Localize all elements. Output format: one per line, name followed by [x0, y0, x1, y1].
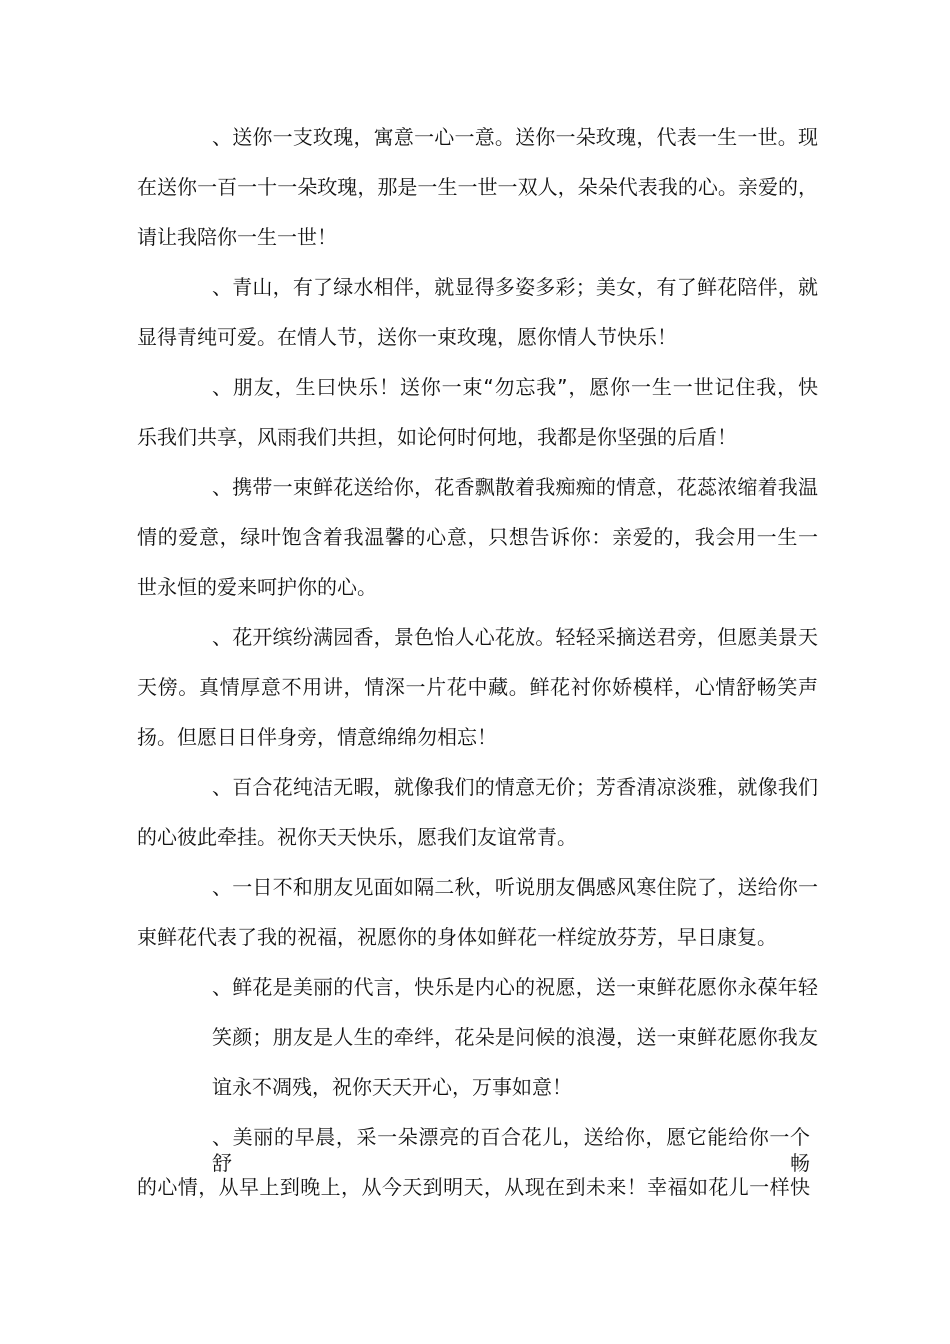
- paragraph-2-line-2: 显得青纯可爱。在情人节，送你一束玫瑰，愿你情人节快乐！: [137, 325, 677, 349]
- paragraph-4-line-1: 、携带一束鲜花送给你，花香飘散着我痴痴的情意，花蕊浓缩着我温: [212, 475, 818, 499]
- paragraph-8-line-3: 谊永不凋残，祝你天天开心，万事如意！: [212, 1075, 572, 1099]
- paragraph-4-line-3: 世永恒的爱来呵护你的心。: [137, 575, 377, 599]
- paragraph-4-line-2: 情的爱意，绿叶饱含着我温馨的心意，只想告诉你：亲爱的，我会用一生一: [137, 525, 818, 549]
- paragraph-6-line-2: 的心彼此牵挂。祝你天天快乐，愿我们友谊常青。: [137, 825, 577, 849]
- paragraph-9-line-1: 、美丽的早晨，采一朵漂亮的百合花儿，送给你，愿它能给你一个舒畅: [212, 1125, 810, 1175]
- paragraph-1-line-1: 、送你一支玫瑰，寓意一心一意。送你一朵玫瑰，代表一生一世。现: [212, 125, 818, 149]
- paragraph-2-line-1: 、青山，有了绿水相伴，就显得多姿多彩；美女，有了鲜花陪伴，就: [212, 275, 818, 299]
- paragraph-7-line-2: 束鲜花代表了我的祝福，祝愿你的身体如鲜花一样绽放芬芳，早日康复。: [137, 925, 777, 949]
- paragraph-8-line-2: 笑颜；朋友是人生的牵绊，花朵是问候的浪漫，送一束鲜花愿你我友: [212, 1025, 818, 1049]
- paragraph-9-line-2: 的心情，从早上到晚上，从今天到明天，从现在到未来！幸福如花儿一样快: [137, 1175, 810, 1199]
- paragraph-3-line-2: 乐我们共享，风雨我们共担，如论何时何地，我都是你坚强的后盾！: [137, 425, 737, 449]
- paragraph-5-line-1: 、花开缤纷满园香，景色怡人心花放。轻轻采摘送君旁，但愿美景天: [212, 625, 818, 649]
- paragraph-3-line-1: 、朋友，生曰快乐！送你一束“勿忘我”，愿你一生一世记住我，快: [212, 375, 818, 399]
- paragraph-1-line-3: 请让我陪你一生一世！: [137, 225, 337, 249]
- paragraph-7-line-1: 、一日不和朋友见面如隔二秋，听说朋友偶感风寒住院了，送给你一: [212, 875, 818, 899]
- paragraph-5-line-3: 扬。但愿日日伴身旁，情意绵绵勿相忘！: [137, 725, 497, 749]
- paragraph-5-line-2: 天傍。真情厚意不用讲，情深一片花中藏。鲜花衬你娇模样，心情舒畅笑声: [137, 675, 818, 699]
- paragraph-6-line-1: 、百合花纯洁无暇，就像我们的情意无价；芳香清凉淡雅，就像我们: [212, 775, 818, 799]
- paragraph-8-line-1: 、鲜花是美丽的代言，快乐是内心的祝愿，送一束鲜花愿你永葆年轻: [212, 975, 818, 999]
- paragraph-1-line-2: 在送你一百一十一朵玫瑰，那是一生一世一双人，朵朵代表我的心。亲爱的，: [137, 175, 818, 199]
